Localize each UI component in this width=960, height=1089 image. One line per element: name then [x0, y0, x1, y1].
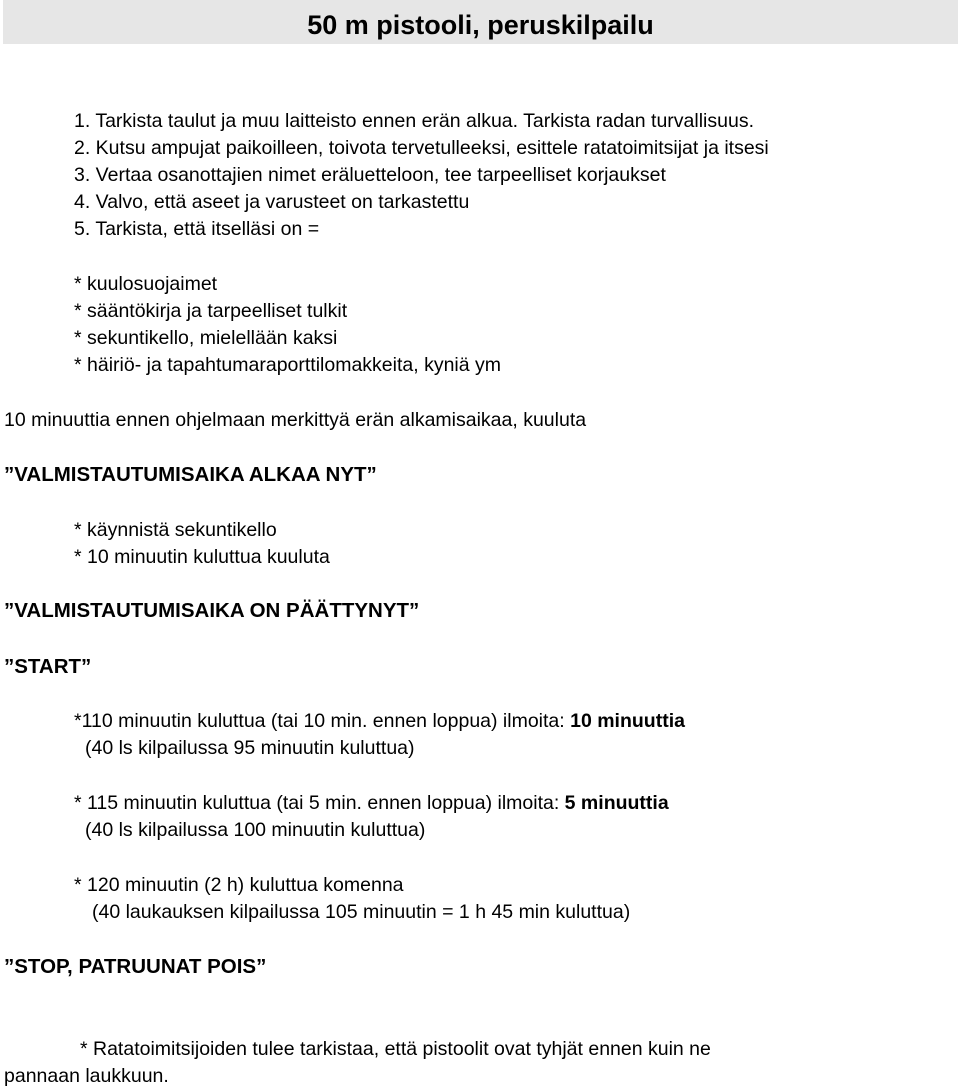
page-title: 50 m pistooli, peruskilpailu — [3, 0, 958, 44]
command-end: * 120 minuutin (2 h) kuluttua komenna — [74, 874, 404, 896]
checklist-item: * sekuntikello, mielellään kaksi — [74, 327, 338, 349]
step-1: 1. Tarkista taulut ja muu laitteisto ennen erän alkua. Tarkista radan turvallisuus. — [74, 110, 754, 132]
warning-5-min — [74, 791, 669, 815]
warning-5-bold: 5 minuuttia — [564, 792, 669, 814]
step-5: 5. Tarkista, että itselläsi on = — [74, 218, 320, 240]
announce-prep-start: ”VALMISTAUTUMISAIKA ALKAA NYT” — [4, 463, 377, 486]
step-4: 4. Valvo, että aseet ja varusteet on tarkastettu — [74, 191, 470, 213]
prep-step: * käynnistä sekuntikello — [74, 519, 277, 541]
announce-prep-end: ”VALMISTAUTUMISAIKA ON PÄÄTTYNYT” — [4, 599, 420, 622]
checklist-item: * sääntökirja ja tarpeelliset tulkit — [74, 300, 348, 322]
warning-10-bold: 10 minuuttia — [570, 710, 685, 732]
announce-start: ”START” — [4, 655, 92, 678]
warning-10-note: (40 ls kilpailussa 95 minuutin kuluttua) — [85, 737, 415, 759]
step-3: 3. Vertaa osanottajien nimet eräluetteloon, tee tarpeelliset korjaukset — [74, 164, 666, 186]
footer-line-2: pannaan laukkuun. — [4, 1065, 169, 1087]
announce-stop: ”STOP, PATRUUNAT POIS” — [4, 955, 267, 978]
checklist-item: * häiriö- ja tapahtumaraporttilomakkeita, kyniä ym — [74, 354, 502, 376]
checklist-item: * kuulosuojaimet — [74, 273, 218, 295]
intro-text: 10 minuuttia ennen ohjelmaan merkittyä erän alkamisaikaa, kuuluta — [4, 409, 587, 431]
prep-step: * 10 minuutin kuluttua kuuluta — [74, 546, 330, 568]
warning-10-min — [74, 709, 685, 733]
step-2: 2. Kutsu ampujat paikoilleen, toivota tervetulleeksi, esittele ratatoimitsijat ja itsesi — [74, 137, 769, 159]
footer-line-1: * Ratatoimitsijoiden tulee tarkistaa, että pistoolit ovat tyhjät ennen kuin ne — [80, 1038, 711, 1060]
warning-5-text: * 115 minuutin kuluttua (tai 5 min. ennen loppua) ilmoita: — [74, 792, 565, 814]
warning-10-text: *110 minuutin kuluttua (tai 10 min. ennen loppua) ilmoita: — [74, 710, 571, 732]
warning-5-note: (40 ls kilpailussa 100 minuutin kuluttua) — [85, 819, 426, 841]
command-end-note: (40 laukauksen kilpailussa 105 minuutin = 1 h 45 min kuluttua) — [92, 901, 631, 923]
